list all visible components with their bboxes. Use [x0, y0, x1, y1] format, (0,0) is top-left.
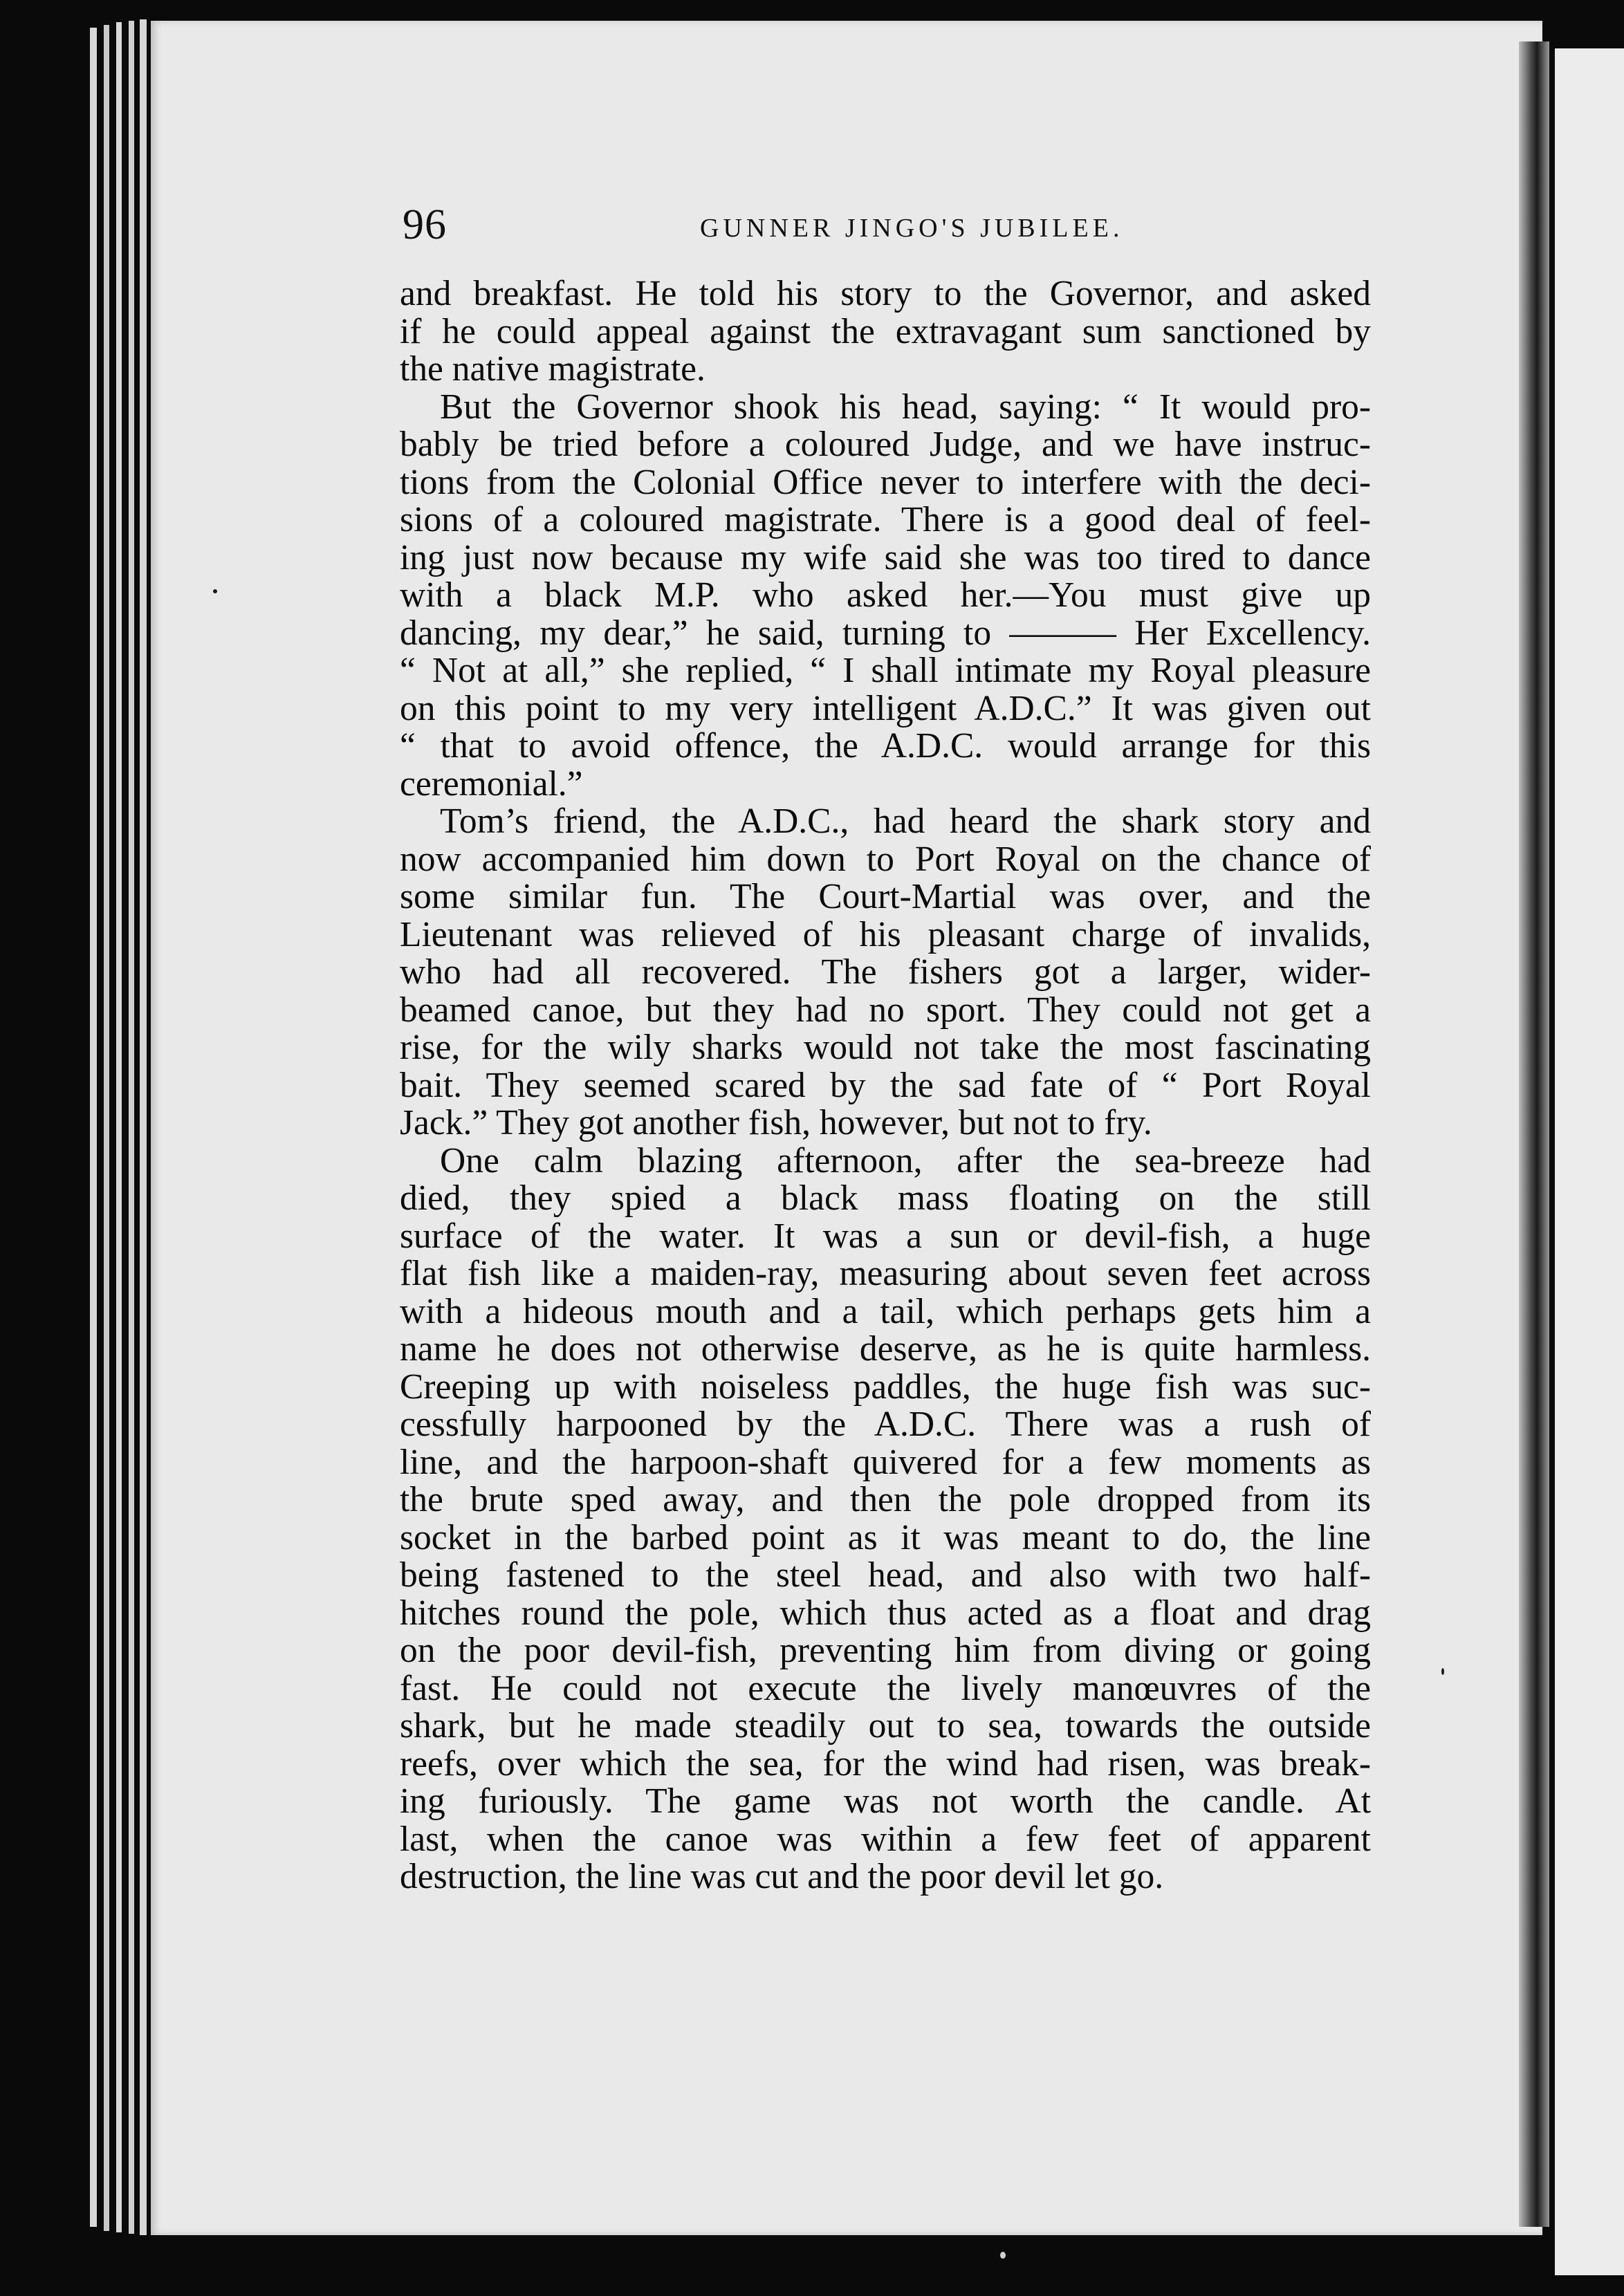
text-line: Creeping up with noiseless paddles, the huge fish was suc- — [400, 1367, 1371, 1407]
text-line: “ Not at all,” she replied, “ I shall intimate my Royal pleasure — [400, 651, 1371, 690]
page-edge — [129, 21, 134, 2234]
text-line: rise, for the wily sharks would not take the most fascinating — [400, 1028, 1371, 1067]
text-line: destruction, the line was cut and the poor devil let go. — [400, 1857, 1164, 1896]
scan-speck — [213, 589, 217, 593]
text-line: sions of a coloured magistrate. There is a good deal of feel- — [400, 500, 1371, 539]
text-line: reefs, over which the sea, for the wind had risen, was break- — [400, 1743, 1371, 1784]
text-line: now accompanied him down to Port Royal on the chance of — [400, 839, 1371, 879]
text-line: beamed canoe, but they had no sport. They could not get a — [400, 990, 1371, 1030]
text-line: with a hideous mouth and a tail, which perhaps gets him a — [400, 1291, 1371, 1331]
text-line: surface of the water. It was a sun or devil-fish, a huge — [400, 1216, 1371, 1256]
text-line: on the poor devil-fish, preventing him from diving or going — [400, 1631, 1371, 1670]
text-line: One calm blazing afternoon, after the sea-breeze had — [440, 1140, 1371, 1181]
text-line: ing furiously. The game was not worth the candle. At — [400, 1781, 1371, 1821]
text-line: the native magistrate. — [400, 349, 705, 389]
text-line: bably be tried before a coloured Judge, and we have instruc- — [400, 425, 1371, 464]
scan-speck — [1441, 1668, 1444, 1675]
text-line: on this point to my very intelligent A.D.C.” It was given out — [400, 688, 1371, 728]
page-edge — [116, 22, 122, 2232]
scan-speck — [1000, 2252, 1006, 2259]
text-line: some similar fun. The Court-Martial was over, and the — [400, 877, 1371, 916]
text-line: ing just now because my wife said she was too tired to dance — [400, 537, 1371, 577]
text-line: line, and the harpoon-shaft quivered for a few moments as — [400, 1442, 1371, 1482]
page-edge — [140, 19, 147, 2235]
text-line: socket in the barbed point as it was meant to do, the line — [400, 1517, 1371, 1557]
text-line: But the Governor shook his head, saying: “ It would pro- — [440, 387, 1371, 427]
text-line: ceremonial.” — [400, 763, 583, 804]
page-edge — [90, 28, 97, 2227]
page-number: 96 — [403, 201, 447, 248]
text-line: hitches round the pole, which thus acted as a float and drag — [400, 1593, 1371, 1633]
text-line: shark, but he made steadily out to sea, towards the outside — [400, 1706, 1371, 1746]
text-line: cessfully harpooned by the A.D.C. There was a rush of — [400, 1405, 1371, 1444]
page-edge — [104, 25, 109, 2231]
text-line: who had all recovered. The fishers got a larger, wider- — [400, 952, 1371, 992]
text-line: bait. They seemed scared by the sad fate of “ Port Royal — [400, 1065, 1371, 1105]
binding-shadow — [1519, 41, 1549, 2227]
text-line: if he could appeal against the extravagant sum sanctioned by — [400, 311, 1371, 351]
text-line: tions from the Colonial Office never to interfere with the deci- — [400, 462, 1371, 502]
text-line: dancing, my dear,” he said, turning to ——— Her Excellency. — [400, 613, 1371, 653]
text-line: being fastened to the steel head, and also with two half- — [400, 1555, 1371, 1595]
text-line: “ that to avoid offence, the A.D.C. would arrange for this — [400, 726, 1371, 766]
text-line: died, they spied a black mass floating on the still — [400, 1178, 1371, 1218]
text-line: with a black M.P. who asked her.—You must give up — [400, 575, 1371, 615]
page-header — [403, 201, 1371, 249]
text-line: name he does not otherwise deserve, as he is quite harmless. — [400, 1329, 1371, 1369]
body-text — [400, 275, 1371, 1896]
text-line: Tom’s friend, the A.D.C., had heard the shark story and — [440, 802, 1371, 841]
text-line: last, when the canoe was within a few feet of apparent — [400, 1819, 1371, 1859]
text-line: and breakfast. He told his story to the Governor, and asked — [400, 274, 1371, 313]
text-line: Lieutenant was relieved of his pleasant charge of invalids, — [400, 914, 1371, 954]
text-line: fast. He could not execute the lively manœuvres of the — [400, 1668, 1371, 1708]
running-title: GUNNER JINGO'S JUBILEE. — [700, 214, 1124, 243]
text-line: flat fish like a maiden-ray, measuring about seven feet across — [400, 1254, 1371, 1293]
text-line: Jack.” They got another fish, however, but not to fry. — [400, 1103, 1152, 1142]
facing-page-edge — [1555, 48, 1624, 2275]
text-line: the brute sped away, and then the pole dropped from its — [400, 1480, 1371, 1519]
